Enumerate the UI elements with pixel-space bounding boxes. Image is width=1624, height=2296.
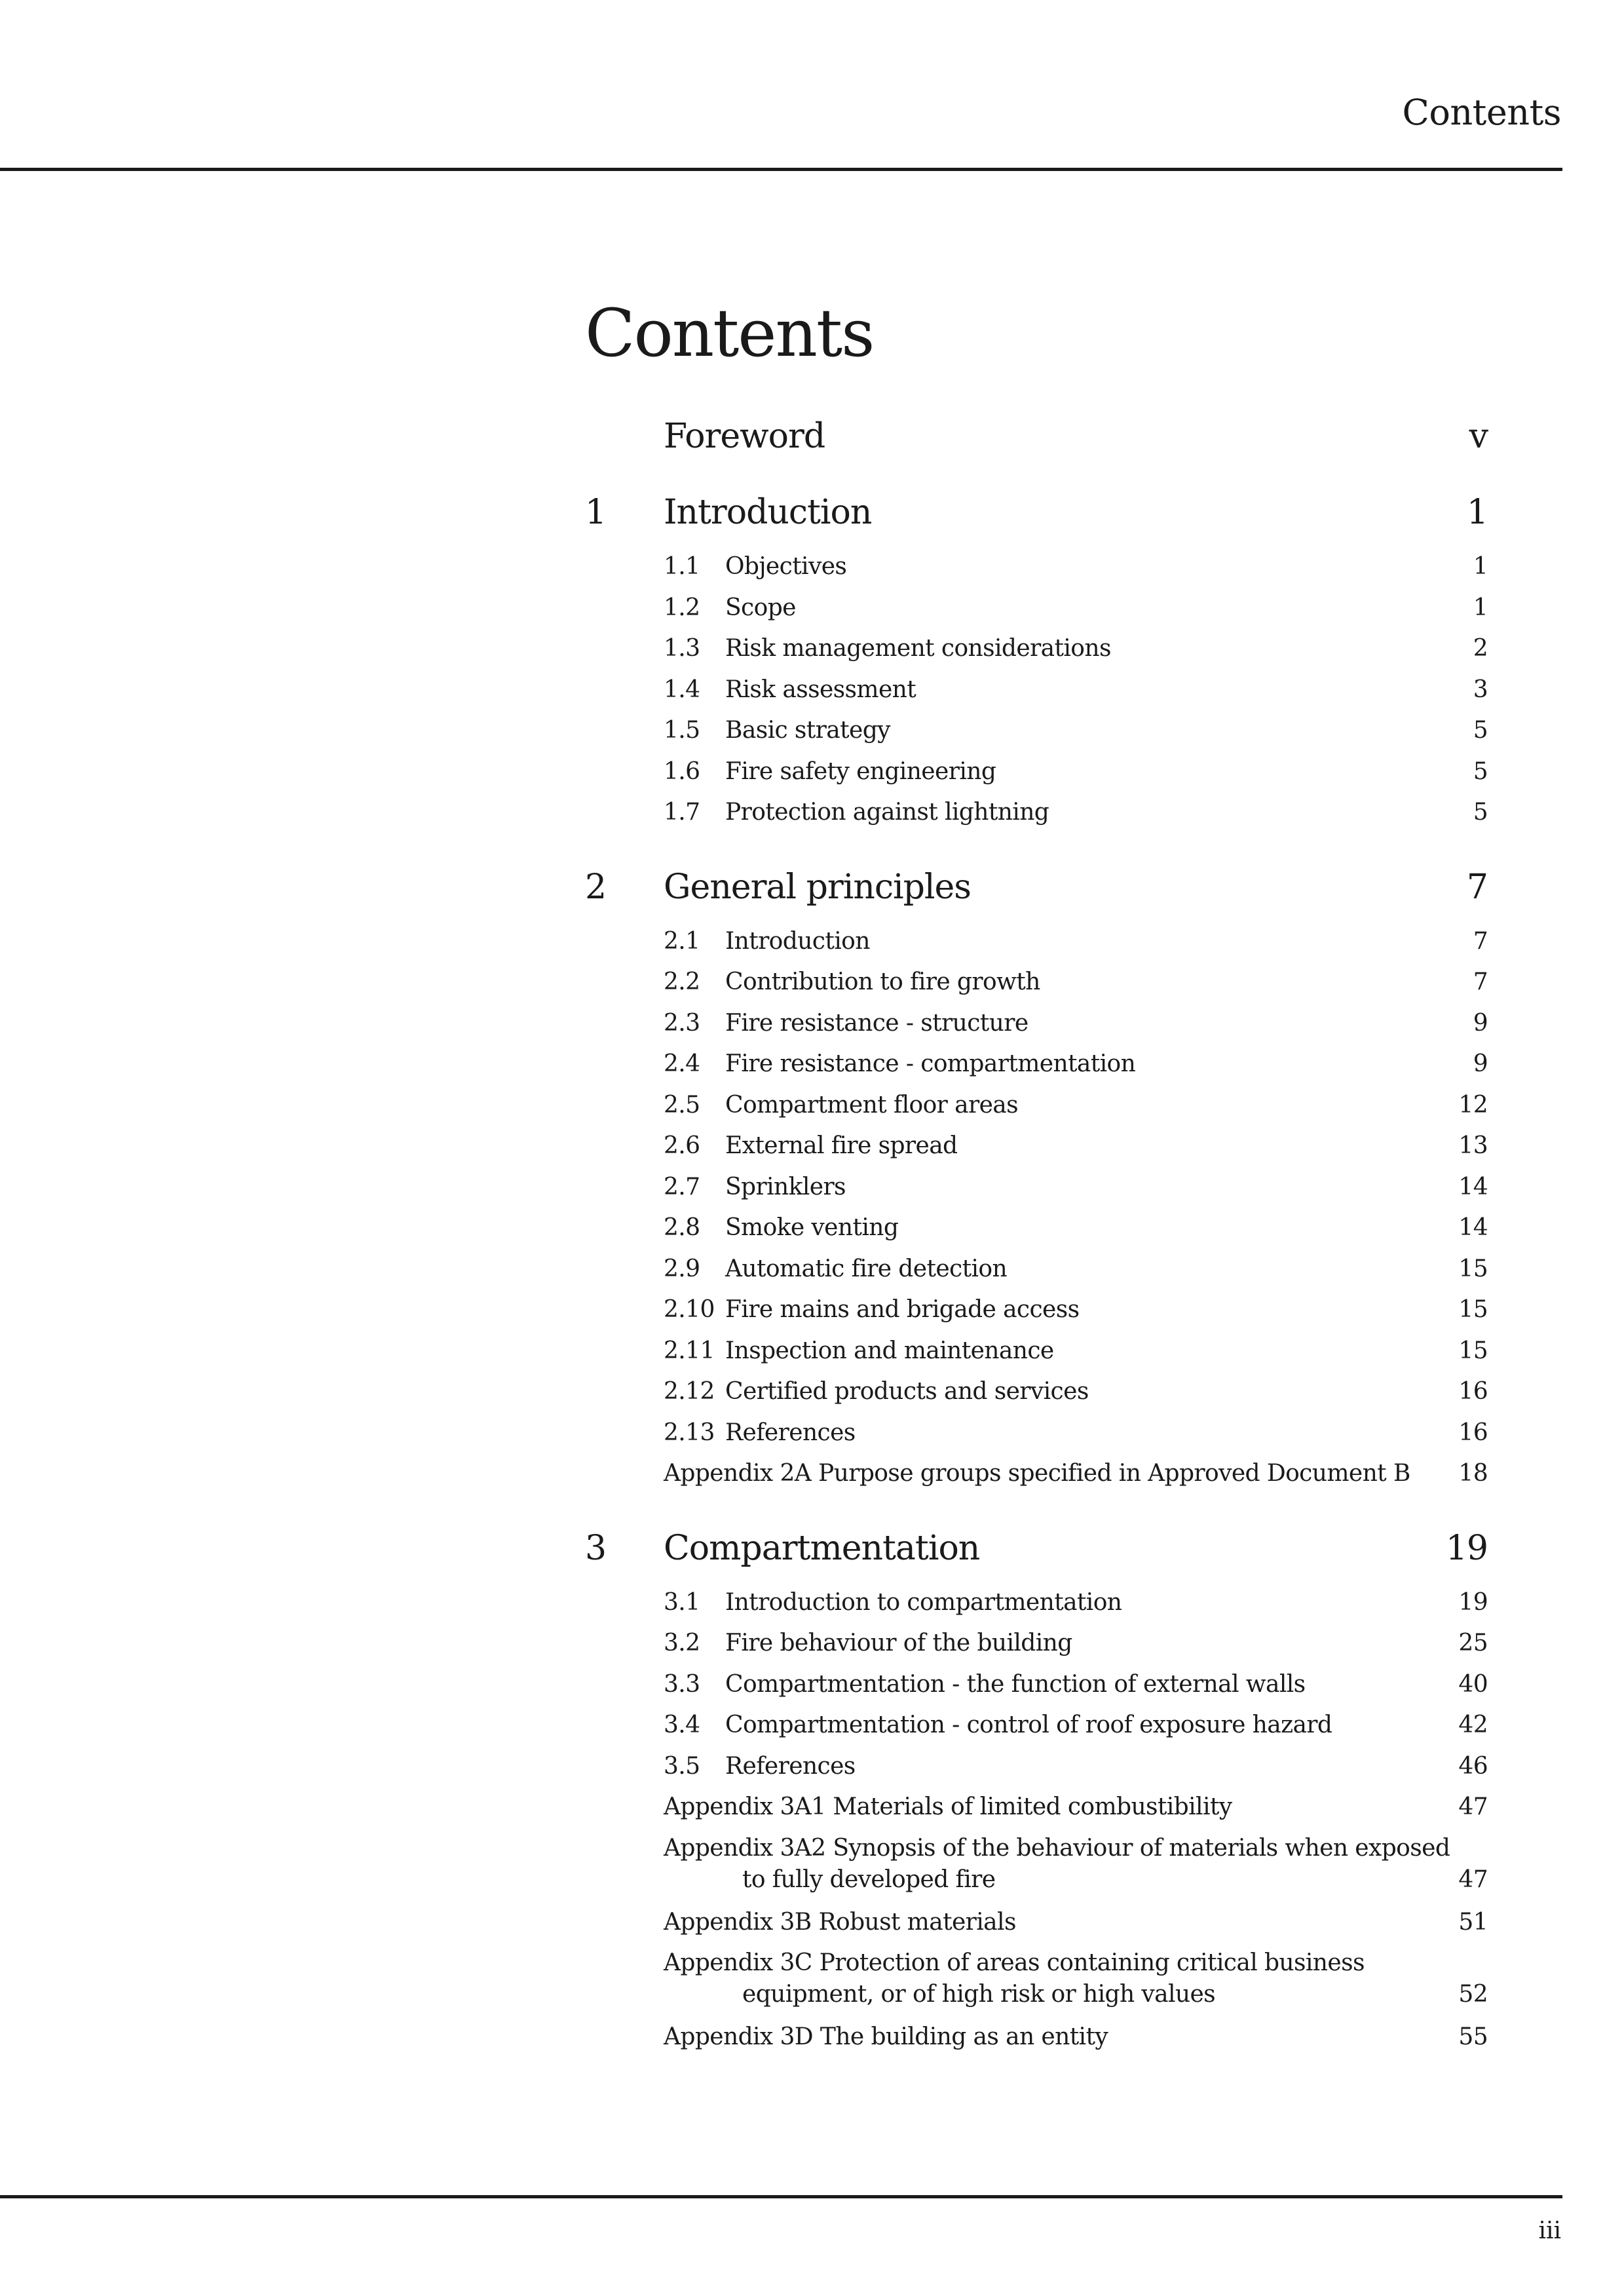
toc-section-entry[interactable] — [585, 1664, 1488, 1706]
section-number: 2.10 — [664, 1296, 715, 1323]
toc-section-entry[interactable] — [585, 1582, 1488, 1624]
chapter-title: General principles — [664, 867, 971, 907]
toc-section-entry[interactable] — [585, 1371, 1488, 1413]
section-number: 3.2 — [664, 1630, 700, 1656]
toc-section-entry[interactable] — [585, 628, 1488, 670]
section-page: 46 — [1458, 1752, 1488, 1780]
section-title: Protection against lightning — [725, 799, 1049, 826]
section-title: References — [725, 1419, 856, 1446]
section-page: 15 — [1458, 1337, 1488, 1364]
section-number: 2.3 — [664, 1009, 700, 1037]
section-number: 2.5 — [664, 1091, 700, 1119]
chapter-page: 1 — [1466, 493, 1488, 532]
section-number: 1.5 — [664, 717, 700, 744]
section-number: 2.4 — [664, 1050, 700, 1077]
section-title: Compartment floor areas — [725, 1091, 1019, 1119]
running-head: Contents — [1402, 92, 1561, 133]
toc-section-entry[interactable] — [585, 588, 1488, 629]
section-title: Appendix 3D The building as an entity — [664, 2023, 1108, 2050]
section-number: 3.4 — [664, 1712, 700, 1738]
chapter-title: Compartmentation — [664, 1528, 980, 1568]
section-number: 2.11 — [664, 1337, 715, 1364]
toc-section-entry[interactable] — [585, 1003, 1488, 1044]
section-page: 14 — [1458, 1214, 1488, 1241]
section-number: 2.1 — [664, 927, 700, 955]
section-title: Automatic fire detection — [725, 1255, 1008, 1282]
section-page: 9 — [1473, 1009, 1488, 1037]
page-title: Contents — [585, 295, 874, 372]
section-title: Scope — [725, 594, 796, 621]
section-number: 1.2 — [664, 594, 700, 621]
toc-section-entry[interactable] — [585, 1126, 1488, 1167]
section-page: 3 — [1473, 676, 1488, 703]
section-page: 47 — [1458, 1793, 1488, 1820]
toc-section-entry[interactable] — [585, 1085, 1488, 1126]
toc-section-list — [585, 1582, 1488, 2058]
section-page: 7 — [1473, 968, 1488, 995]
toc-appendix-entry[interactable] — [585, 1902, 1488, 1943]
header-rule — [0, 168, 1562, 171]
toc-section-entry[interactable] — [585, 752, 1488, 793]
table-of-contents — [585, 404, 1488, 2079]
section-title: Introduction to compartmentation — [725, 1588, 1122, 1616]
section-title: Basic strategy — [725, 717, 890, 744]
section-page: 18 — [1458, 1460, 1488, 1487]
toc-appendix-entry[interactable] — [585, 1943, 1488, 2017]
section-title: Appendix 2A Purpose groups specified in Approved Document B — [664, 1460, 1410, 1487]
footer-rule — [0, 2195, 1562, 2198]
toc-section-entry[interactable] — [585, 792, 1488, 833]
section-title: Smoke venting — [725, 1214, 899, 1241]
section-title: Compartmentation - the function of external walls — [725, 1670, 1306, 1698]
toc-appendix-entry[interactable] — [585, 1787, 1488, 1828]
section-page: 1 — [1473, 594, 1488, 621]
toc-section-entry[interactable] — [585, 710, 1488, 752]
toc-appendix-entry[interactable] — [585, 1453, 1488, 1495]
toc-section-entry[interactable] — [585, 546, 1488, 588]
section-title: Contribution to fire growth — [725, 968, 1040, 995]
toc-section-entry[interactable] — [585, 1746, 1488, 1788]
toc-section-entry[interactable] — [585, 1705, 1488, 1746]
chapter-page: v — [1469, 417, 1488, 456]
section-page: 55 — [1458, 2023, 1488, 2050]
section-title: Inspection and maintenance — [725, 1337, 1054, 1364]
section-number: 3.1 — [664, 1588, 700, 1616]
section-number: 3.5 — [664, 1752, 700, 1780]
toc-section-entry[interactable] — [585, 1623, 1488, 1664]
section-title: References — [725, 1752, 856, 1780]
section-number: 2.13 — [664, 1419, 715, 1446]
toc-section-entry[interactable] — [585, 1413, 1488, 1454]
section-title: Appendix 3A1 Materials of limited combustibility — [664, 1793, 1232, 1820]
toc-section-entry[interactable] — [585, 921, 1488, 963]
section-number: 3.3 — [664, 1670, 700, 1698]
section-number: 2.7 — [664, 1173, 700, 1200]
section-title: Fire behaviour of the building — [725, 1630, 1072, 1656]
section-title: Appendix 3B Robust materials — [664, 1908, 1016, 1936]
toc-section-entry[interactable] — [585, 962, 1488, 1003]
toc-section-list — [585, 921, 1488, 1495]
toc-chapter[interactable] — [585, 480, 1488, 556]
section-page: 19 — [1458, 1588, 1488, 1616]
toc-section-entry[interactable] — [585, 1331, 1488, 1372]
section-title-continuation: equipment, or of high risk or high values — [742, 1981, 1216, 2008]
section-page: 9 — [1473, 1050, 1488, 1077]
section-page: 25 — [1458, 1630, 1488, 1656]
section-page: 5 — [1473, 799, 1488, 826]
section-page: 7 — [1473, 927, 1488, 955]
chapter-number: 2 — [585, 867, 607, 907]
section-page: 15 — [1458, 1296, 1488, 1323]
chapter-page: 7 — [1466, 867, 1488, 907]
section-page: 52 — [1458, 1981, 1488, 2008]
toc-section-entry[interactable] — [585, 1290, 1488, 1331]
section-page: 14 — [1458, 1173, 1488, 1200]
section-number: 2.12 — [664, 1378, 715, 1405]
section-number: 1.4 — [664, 676, 700, 703]
toc-chapter[interactable] — [585, 1516, 1488, 1592]
section-number: 2.2 — [664, 968, 700, 995]
chapter-page: 19 — [1445, 1528, 1488, 1568]
section-page: 16 — [1458, 1378, 1488, 1405]
section-page: 1 — [1473, 553, 1488, 580]
section-title: Fire resistance - compartmentation — [725, 1050, 1136, 1077]
section-page: 5 — [1473, 757, 1488, 785]
section-title: Appendix 3A2 Synopsis of the behaviour of materials when exposed — [664, 1834, 1450, 1862]
section-title: Fire mains and brigade access — [725, 1296, 1080, 1323]
section-page: 42 — [1458, 1712, 1488, 1738]
section-number: 1.6 — [664, 757, 700, 785]
section-title-continuation: to fully developed fire — [742, 1866, 996, 1893]
section-page: 40 — [1458, 1670, 1488, 1698]
section-page: 51 — [1458, 1908, 1488, 1936]
toc-section-list — [585, 546, 1488, 833]
toc-section-entry[interactable] — [585, 1167, 1488, 1208]
section-title: Risk assessment — [725, 676, 916, 703]
section-page: 15 — [1458, 1255, 1488, 1282]
section-title: Appendix 3C Protection of areas containing critical business — [664, 1949, 1365, 1976]
toc-section-entry[interactable] — [585, 1044, 1488, 1085]
section-number: 2.6 — [664, 1132, 700, 1159]
toc-chapter[interactable] — [585, 854, 1488, 930]
section-title: Introduction — [725, 927, 870, 955]
toc-section-entry[interactable] — [585, 670, 1488, 711]
toc-appendix-entry[interactable] — [585, 1828, 1488, 1902]
chapter-title: Introduction — [664, 493, 872, 532]
chapter-number: 3 — [585, 1528, 607, 1568]
section-title: Risk management considerations — [725, 635, 1111, 662]
section-title: Compartmentation - control of roof exposure hazard — [725, 1712, 1332, 1738]
chapter-number: 1 — [585, 493, 607, 532]
section-page: 16 — [1458, 1419, 1488, 1446]
section-title: Objectives — [725, 553, 847, 580]
toc-appendix-entry[interactable] — [585, 2017, 1488, 2058]
toc-chapter[interactable] — [585, 404, 1488, 480]
section-page: 13 — [1458, 1132, 1488, 1159]
section-number: 1.1 — [664, 553, 700, 580]
toc-section-entry[interactable] — [585, 1208, 1488, 1249]
chapter-title: Foreword — [664, 417, 825, 456]
section-title: Fire resistance - structure — [725, 1009, 1029, 1037]
section-number: 1.7 — [664, 799, 700, 826]
toc-section-entry[interactable] — [585, 1249, 1488, 1290]
section-page: 2 — [1473, 635, 1488, 662]
section-page: 12 — [1458, 1091, 1488, 1119]
section-page: 47 — [1458, 1866, 1488, 1893]
section-title: Certified products and services — [725, 1378, 1089, 1405]
section-title: External fire spread — [725, 1132, 958, 1159]
section-title: Fire safety engineering — [725, 757, 996, 785]
section-title: Sprinklers — [725, 1173, 846, 1200]
page-number: iii — [1538, 2217, 1561, 2244]
section-number: 1.3 — [664, 635, 700, 662]
section-number: 2.9 — [664, 1255, 700, 1282]
section-number: 2.8 — [664, 1214, 700, 1241]
section-page: 5 — [1473, 717, 1488, 744]
